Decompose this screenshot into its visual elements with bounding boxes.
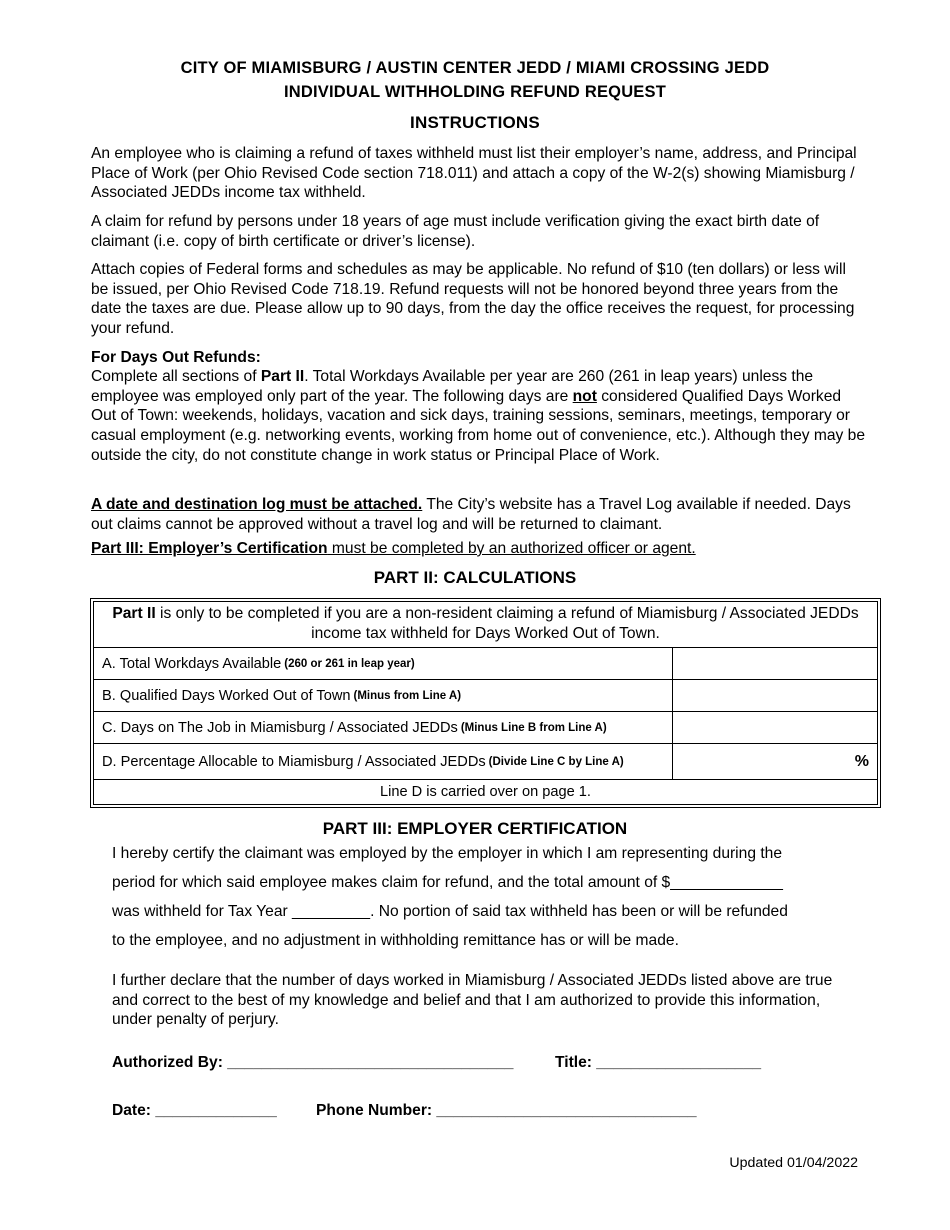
- declaration-paragraph: I further declare that the number of days worked in Miamisburg / Associated JEDDs listed above are true and correct to the best of my knowledge and belief and that I am authorized to provide this information, under penalty of perjury.: [112, 972, 833, 1029]
- title-field[interactable]: Title: ___________________: [555, 1054, 762, 1071]
- calc-row-c: C. Days on The Job in Miamisburg / Associated JEDDs (Minus Line B from Line A): [94, 711, 877, 744]
- updated-date: Updated 01/04/2022: [729, 1155, 858, 1171]
- instruction-paragraph-3: Attach copies of Federal forms and schedules as may be applicable. No refund of $10 (ten dollars) or less will be issued, per Ohio Revised Code 718.19. Refund requests will not be honored beyond three years from the date the taxes are due. Please allow up to 90 days, from the day the office receives the request, for processing your refund.: [91, 261, 855, 338]
- days-out-heading: For Days Out Refunds:: [91, 349, 261, 366]
- calculations-table: [90, 598, 881, 808]
- cert-line-3-tax-year[interactable]: was withheld for Tax Year _________. No portion of said tax withheld has been or will be refunded: [112, 903, 788, 920]
- authorized-by-field[interactable]: Authorized By: _________________________________: [112, 1054, 514, 1071]
- line-c-input[interactable]: [672, 712, 877, 744]
- instructions-heading: INSTRUCTIONS: [410, 113, 540, 132]
- date-field[interactable]: Date: ______________: [112, 1102, 277, 1119]
- calc-row-a: A. Total Workdays Available (260 or 261 in leap year): [94, 647, 877, 680]
- instruction-paragraph-2: A claim for refund by persons under 18 years of age must include verification giving the exact birth date of claimant (i.e. copy of birth certificate or driver’s license).: [91, 213, 820, 250]
- cert-line-4: to the employee, and no adjustment in withholding remittance has or will be made.: [112, 932, 679, 949]
- part3-note: Part III: Employer’s Certification must be completed by an authorized officer or agent.: [91, 540, 696, 557]
- form-title-line2: INDIVIDUAL WITHHOLDING REFUND REQUEST: [283, 83, 666, 101]
- phone-number-field[interactable]: Phone Number: ______________________________: [316, 1102, 697, 1119]
- line-d-carry-note: Line D is carried over on page 1.: [94, 779, 877, 804]
- part2-intro: Part II is only to be completed if you are a non-resident claiming a refund of Miamisburg / Associated JEDDs income tax withheld for Days Worked Out of Town.: [112, 605, 859, 642]
- instruction-paragraph-1: An employee who is claiming a refund of taxes withheld must list their employer’s name, address, and Principal Place of Work (per Ohio Revised Code section 718.011) and attach a copy of the W-2(s) showing Miamisburg / Associated JEDDs income tax withheld.: [91, 145, 857, 202]
- cert-line-1: I hereby certify the claimant was employed by the employer in which I am representing during the: [112, 845, 782, 862]
- calc-row-b: B. Qualified Days Worked Out of Town (Minus from Line A): [94, 679, 877, 712]
- line-b-input[interactable]: [672, 680, 877, 712]
- part2-heading: PART II: CALCULATIONS: [373, 568, 577, 587]
- cert-line-2-amount[interactable]: period for which said employee makes claim for refund, and the total amount of $_____________: [112, 874, 783, 891]
- calc-row-d: D. Percentage Allocable to Miamisburg / Associated JEDDs (Divide Line C by Line A) %: [94, 743, 877, 780]
- line-d-input[interactable]: [672, 744, 877, 780]
- part3-heading: PART III: EMPLOYER CERTIFICATION: [322, 819, 628, 838]
- days-out-paragraph: Complete all sections of Part II. Total Workdays Available per year are 260 (261 in leap years) unless the employee was employed only part of the year. The following days are not considered Qualified Days Worked Out of Town: weekends, holidays, vacation and sick days, training sessions, seminars, meetings, temporary or casual employment (e.g. networking events, working from home out of convenience, etc.). Although they may be outside the city, do not constitute change in work status or Principal Place of Work.: [91, 368, 866, 464]
- percent-sign: %: [854, 753, 869, 770]
- travel-log-paragraph: A date and destination log must be attached. The City’s website has a Travel Log available if needed. Days out claims cannot be approved without a travel log and will be returned to claimant.: [91, 496, 851, 533]
- form-title-line1: CITY OF MIAMISBURG / AUSTIN CENTER JEDD / MIAMI CROSSING JEDD: [180, 59, 770, 77]
- line-a-input[interactable]: [672, 648, 877, 680]
